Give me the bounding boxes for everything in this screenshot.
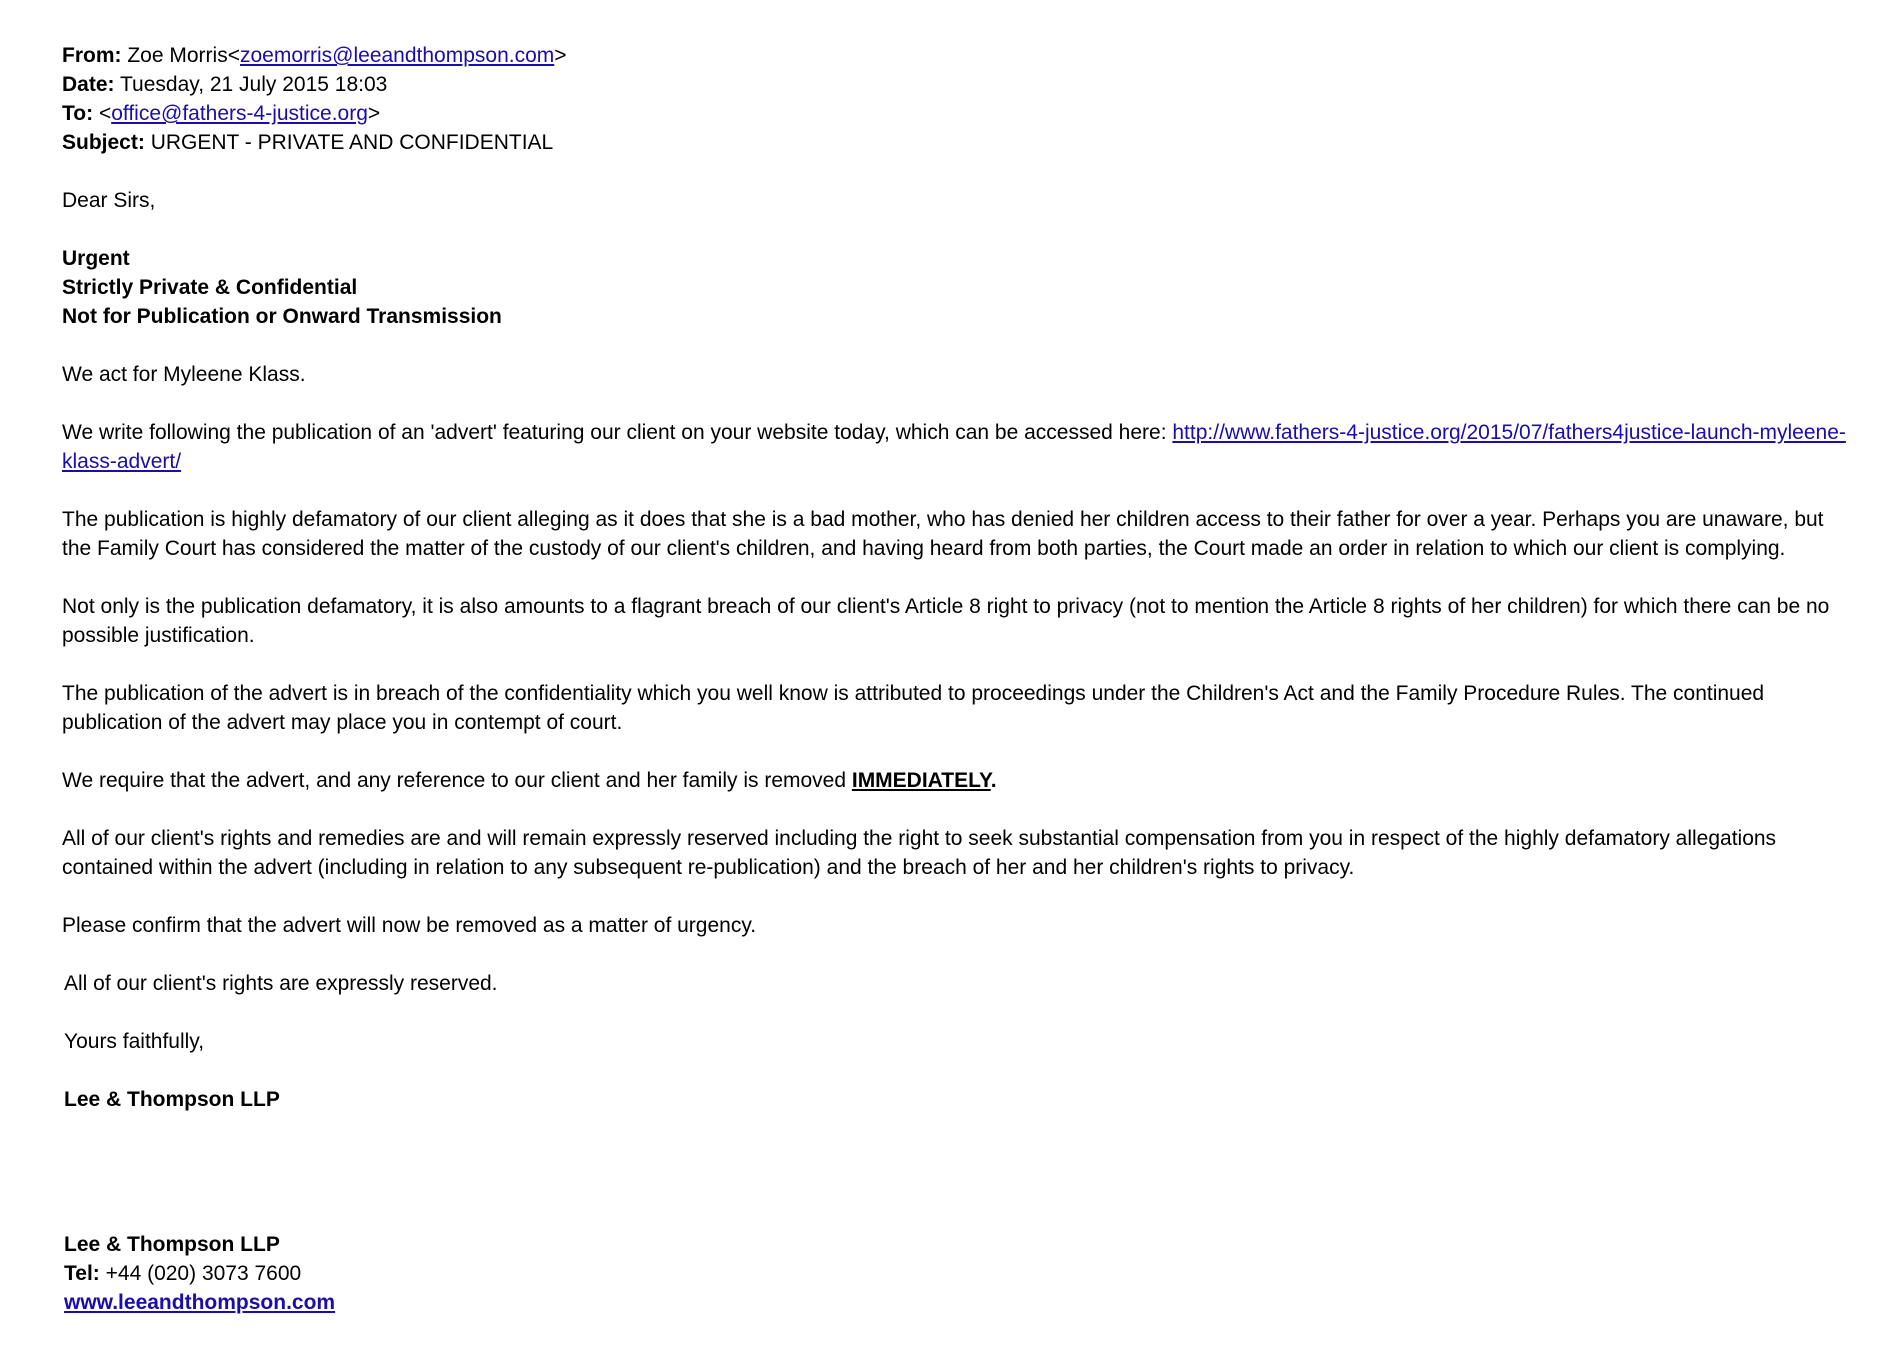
closing: Yours faithfully, xyxy=(64,1030,205,1053)
paragraph-rights-reserved: All of our client's rights and remedies are and will remain expressly reserved including the right to seek substantial compensation from you in respect of the highly defamatory allegations contained within the advert (including in relation to any subsequent re-publication) and the breach of her and her children's rights to privacy. xyxy=(62,827,1777,879)
email-message xyxy=(62,41,1852,1317)
email-header xyxy=(62,41,1852,157)
signature-firm: Lee & Thompson LLP xyxy=(64,1233,280,1256)
paragraph-act-for: We act for Myleene Klass. xyxy=(62,363,306,386)
to-email-link[interactable]: office@fathers-4-justice.org xyxy=(111,102,368,125)
subject-line xyxy=(62,128,1852,157)
paragraph-removal xyxy=(62,766,1852,795)
signature-tel-label: Tel: xyxy=(64,1262,100,1285)
salutation: Dear Sirs, xyxy=(62,189,156,212)
signature-tel-value: +44 (020) 3073 7600 xyxy=(105,1262,302,1285)
signature-tel-line xyxy=(64,1259,1852,1288)
paragraph-advert-text: We write following the publication of an 'advert' featuring our client on your website today, which can be accessed here: xyxy=(62,421,1173,444)
to-line xyxy=(62,99,1852,128)
heading-not-for-publication: Not for Publication or Onward Transmission xyxy=(62,305,502,328)
from-open: < xyxy=(227,44,240,67)
to-close: > xyxy=(367,102,381,125)
from-close: > xyxy=(554,44,567,67)
advert-url-link[interactable]: http://www.fathers-4-justice.org/2015/07/fathers4justice-launch-myleene-klass-advert/ xyxy=(62,421,1846,473)
from-label: From: xyxy=(62,44,122,67)
subject-value: URGENT - PRIVATE AND CONFIDENTIAL xyxy=(150,131,554,154)
signature-website-link[interactable]: www.leeandthompson.com xyxy=(64,1291,336,1314)
date-line xyxy=(62,70,1852,99)
paragraph-removal-text: We require that the advert, and any reference to our client and her family is removed xyxy=(62,769,852,792)
heading-urgent: Urgent xyxy=(62,247,130,270)
subject-label: Subject: xyxy=(62,131,145,154)
date-value: Tuesday, 21 July 2015 18:03 xyxy=(119,73,388,96)
paragraph-expressly-reserved: All of our client's rights are expressly reserved. xyxy=(64,972,498,995)
paragraph-privacy: Not only is the publication defamatory, it is also amounts to a flagrant breach of our client's Article 8 right to privacy (not to mention the Article 8 rights of her children) for which there can be no possible justification. xyxy=(62,595,1830,647)
to-open: < xyxy=(98,102,112,125)
closing-firm: Lee & Thompson LLP xyxy=(64,1088,280,1111)
paragraph-removal-end: . xyxy=(990,769,997,792)
immediately-emphasis: IMMEDIATELY xyxy=(851,769,991,792)
date-label: Date: xyxy=(62,73,115,96)
paragraph-confirm: Please confirm that the advert will now be removed as a matter of urgency. xyxy=(62,914,757,937)
from-line xyxy=(62,41,1852,70)
from-name: Zoe Morris xyxy=(127,44,228,67)
paragraph-defamatory: The publication is highly defamatory of our client alleging as it does that she is a bad mother, who has denied her children access to their father for over a year. Perhaps you are unaware, but the Family Court has considered the matter of the custody of our client's children, and having heard from both parties, the Court made an order in relation to which our client is complying. xyxy=(62,508,1824,560)
paragraph-confidentiality: The publication of the advert is in breach of the confidentiality which you well know is attributed to proceedings under the Children's Act and the Family Procedure Rules. The continued publication of the advert may place you in contempt of court. xyxy=(62,682,1765,734)
to-label: To: xyxy=(62,102,94,125)
email-signature xyxy=(62,1230,1852,1317)
heading-confidential: Strictly Private & Confidential xyxy=(62,276,358,299)
paragraph-advert xyxy=(62,418,1852,476)
from-email-link[interactable]: zoemorris@leeandthompson.com xyxy=(239,44,555,67)
